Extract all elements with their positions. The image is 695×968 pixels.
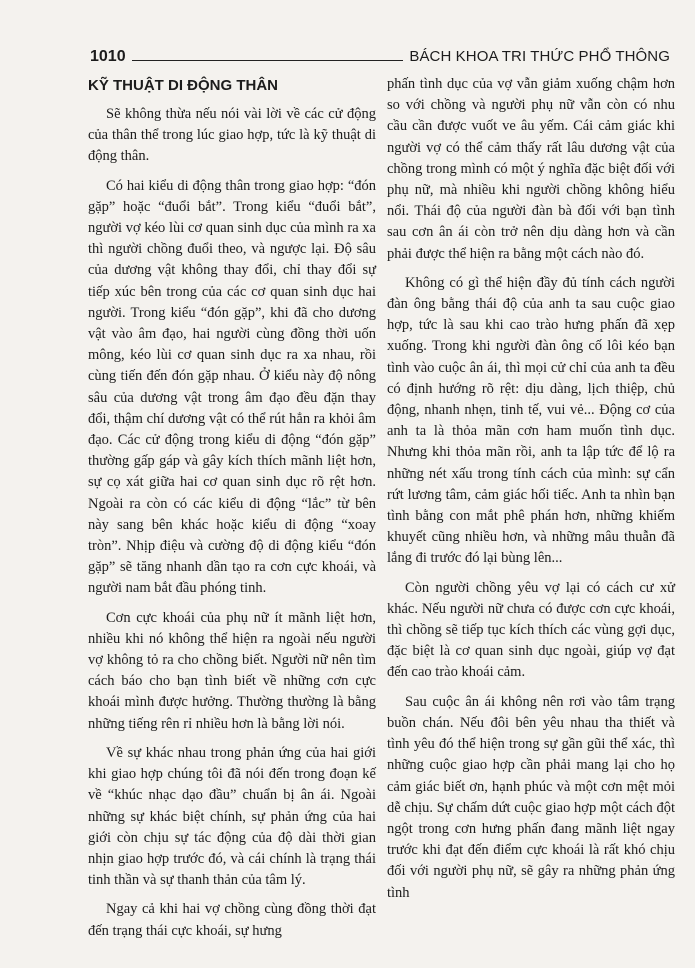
page-number: 1010 bbox=[90, 48, 126, 65]
paragraph: Cơn cực khoái của phụ nữ ít mãnh liệt hơn, nhiều khi nó không thể hiện ra ngoài nếu người vợ không tỏ ra cho chồng biết. Người nữ nên tìm cách báo cho bạn tình biết về những cơn cực khoái mình được hưởng. Thường thường là bằng những tiếng rên rỉ nhiều hơn là bằng lời nói. bbox=[88, 609, 376, 732]
right-column bbox=[387, 74, 675, 912]
paragraph: Còn người chồng yêu vợ lại có cách cư xử khác. Nếu người nữ chưa có được cơn cực khoái, thì chồng sẽ tiếp tục kích thích các vùng gợi dục, đặc biệt là cơ quan sinh dục ngoài, giúp vợ đạt đến cao trào khoái cảm. bbox=[387, 579, 675, 681]
paragraph: Sẽ không thừa nếu nói vài lời về các cử động của thân thể trong lúc giao hợp, tức là kỹ thuật di động thân. bbox=[88, 106, 376, 165]
paragraph: Không có gì thể hiện đầy đủ tính cách người đàn ông bằng thái độ của anh ta sau cuộc giao hợp, tức là sau khi cao trào hưng phấn đã xẹp xuống. Trong khi người đàn ông cố lôi kéo bạn tình vào cuộc ân ái, thì mọi cử chỉ của anh ta đều có định hướng rõ rệt: dịu dàng, lịch thiệp, chủ động, nhanh nhẹn, tinh tế, vui vẻ... Động cơ của anh ta là thỏa mãn cơn ham muốn tình dục. Nhưng khi thỏa mãn rồi, anh ta lập tức để lộ ra những nét xấu trong tính cách của mình: sự cẩn rứt lương tâm, cảm giác hối tiếc. Anh ta nhìn bạn tình bằng con mắt phê phán hơn, những khiếm khuyết cũng nhiều hơn, và những mâu thuẫn đã lắng đi trước đó lại bùng lên... bbox=[387, 274, 675, 567]
running-title: BÁCH KHOA TRI THỨC PHỔ THÔNG bbox=[409, 48, 670, 65]
paragraph: Về sự khác nhau trong phản ứng của hai giới khi giao hợp chúng tôi đã nói đến trong đoạn kế về “khúc nhạc dạo đầu” chuẩn bị ân ái. Ngoài những sự khác biệt chính, sự phản ứng của hai giới còn chịu sự tác động của độ dài thời gian nhịn giao hợp trước đó, và cái chính là trạng thái tinh thần và sự thanh thản của tâm lý. bbox=[88, 744, 376, 889]
section-title: KỸ THUẬT DI ĐỘNG THÂN bbox=[88, 77, 278, 94]
paragraph: Ngay cả khi hai vợ chồng cùng đồng thời đạt đến trạng thái cực khoái, sự hưng bbox=[88, 901, 376, 939]
page-header bbox=[90, 44, 670, 66]
paragraph: Sau cuộc ân ái không nên rơi vào tâm trạng buồn chán. Nếu đôi bên yêu nhau tha thiết và tình yêu đó thể hiện trong sự gần gũi thể xác, thì những cuộc giao hợp cần phải mang lại cho họ cảm giác biết ơn, hạnh phúc và một cơn mệt mỏi dễ chịu. Sự chấm dứt cuộc giao hợp một cách đột ngột trong cơn hưng phấn đang mãnh liệt ngay trước khi đạt đến điểm cực khoái là rất khó chịu đối với người phụ nữ, sẽ gây ra những phản ứng tình bbox=[387, 693, 675, 901]
left-column bbox=[88, 76, 376, 950]
header-rule bbox=[132, 60, 404, 61]
paragraph: Có hai kiểu di động thân trong giao hợp: “đón gặp” hoặc “đuổi bắt”. Trong kiểu “đuổi bắt”, người vợ kéo lùi cơ quan sinh dục của mình ra xa thì người chồng đuổi theo, và ngược lại. Độ sâu của dương vật không thay đổi, chỉ thay đổi sự tiếp xúc bên trong của các cơ quan sinh dục hai người. Trong kiểu “đón gặp”, khi đã cho dương vật vào âm đạo, hai người cùng đồng thời uốn mông, kéo lùi cơ quan sinh dục ra xa nhau, rồi cùng tiến đến đón gặp nhau. Ở kiểu này độ nông sâu của dương vật trong âm đạo đều đặn thay đổi, thậm chí dương vật có thể rút hẳn ra khỏi âm đạo. Các cử động trong kiểu di động “đón gặp” thường gấp gáp và gây kích thích mãnh liệt hơn, sự cọ xát giữa hai cơ quan sinh dục rõ rệt hơn. Ngoài ra còn có các kiểu di động “lắc” từ bên này sang bên khác hoặc kiểu di động “xoay tròn”. Nhịp điệu và cường độ di động kiểu “đón gặp” sẽ tăng nhanh dần tạo ra cơn cực khoái, và người nam bắt đầu phóng tinh. bbox=[88, 177, 376, 597]
continued-paragraph: phấn tình dục của vợ vẫn giảm xuống chậm hơn so với chồng và người phụ nữ vẫn còn có nhu cầu cần được vuốt ve âu yếm. Cái cảm giác khi người vợ có thể cảm thấy rất lâu dương vật của chồng trong mình có một ý nghĩa đặc biệt đối với phụ nữ, mà nhiều khi người chồng không hiểu nổi. Thái độ của người đàn bà đối với bạn tình sau cơn ân ái còn trở nên dịu dàng hơn và cần phải được thể hiện ra bằng một cách nào đó. bbox=[387, 76, 675, 262]
